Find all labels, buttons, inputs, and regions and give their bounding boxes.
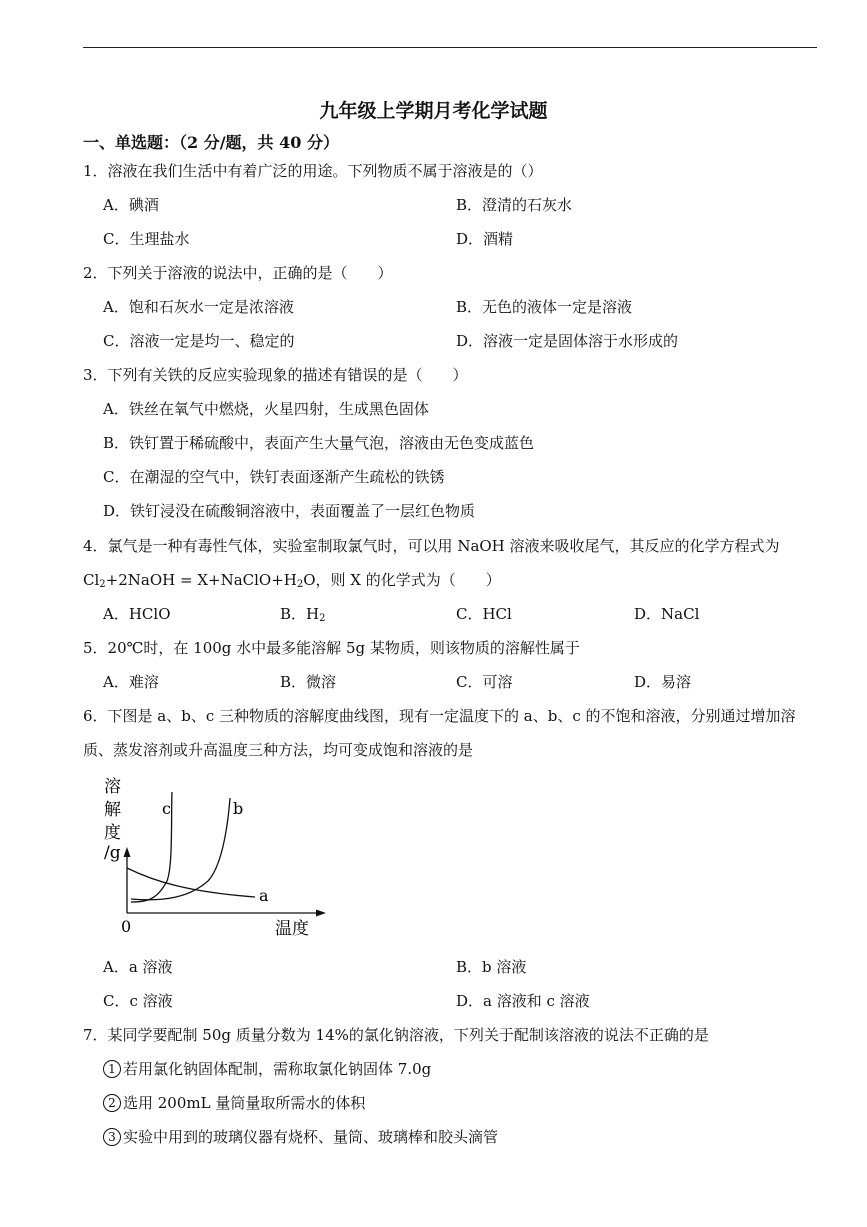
curve-a-label: a [259,886,269,905]
q6-option-c: C．c 溶液 [103,992,173,1010]
graph-xlabel: 温度 [275,919,309,939]
question-7-stem: 7．某同学要配制 50g 质量分数为 14%的氯化钠溶液，下列关于配制该溶液的说法不正确的是 [83,1026,709,1044]
eq-sub: 2 [99,579,106,590]
q3-option-c: C．在潮湿的空气中，铁钉表面逐渐产生疏松的铁锈 [103,468,445,486]
q1-option-a: A．碘酒 [103,196,159,214]
q2-option-a: A．饱和石灰水一定是浓溶液 [103,298,294,316]
q7-statement-3-text: 实验中用到的玻璃仪器有烧杯、量筒、玻璃棒和胶头滴管 [123,1128,499,1146]
graph-ylabel-4: /g [104,843,121,863]
q4-option-b-text: B．H [280,605,320,623]
graph-ylabel-1: 溶 [104,777,121,797]
q4-option-b [280,603,325,624]
q4-option-b-sub: 2 [319,613,326,624]
circled-number-1: 1 [103,1060,121,1078]
graph-origin-label: 0 [121,917,132,936]
question-6-stem-line2: 质、蒸发溶剂或升高温度三种方法，均可变成饱和溶液的是 [83,741,474,759]
q7-statement-3 [103,1126,498,1147]
q4-option-c: C．HCl [456,605,512,623]
q2-option-d: D．溶液一定是固体溶于水形成的 [456,332,679,350]
curve-b [131,798,230,900]
graph-ylabel-3: 度 [104,823,121,843]
question-4-equation [83,569,501,590]
q4-option-d: D．NaCl [634,605,700,623]
q5-option-a: A．难溶 [103,673,159,691]
q2-option-b: B．无色的液体一定是溶液 [456,298,633,316]
q1-option-b: B．澄清的石灰水 [456,196,573,214]
graph-y-arrow [124,847,131,857]
question-6-stem-line1: 6．下图是 a、b、c 三种物质的溶解度曲线图，现有一定温度下的 a、b、c 的不饱和溶液，分别通过增加溶 [83,707,796,725]
q7-statement-2 [103,1092,365,1113]
question-2-stem: 2．下列关于溶液的说法中，正确的是（ ） [83,264,393,282]
section-heading: 一、单选题：（2 分/题，共 40 分） [83,133,339,152]
q1-option-d: D．酒精 [456,230,514,248]
q3-option-a: A．铁丝在氧气中燃烧，火星四射，生成黑色固体 [103,400,429,418]
circled-number-2: 2 [103,1094,121,1112]
question-5-stem: 5．20℃时，在 100g 水中最多能溶解 5g 某物质，则该物质的溶解性属于 [83,639,580,657]
q7-statement-1-text: 若用氯化钠固体配制，需称取氯化钠固体 7.0g [123,1060,432,1078]
q5-option-c: C．可溶 [456,673,513,691]
eq-tail: O，则 X 的化学式为（ ） [303,571,501,589]
eq-mid: +2NaOH = X+NaClO+H [105,571,297,589]
q6-option-b: B．b 溶液 [456,958,527,976]
graph-ylabel-2: 解 [104,800,121,820]
circled-number-3: 3 [103,1128,121,1146]
q1-option-c: C．生理盐水 [103,230,190,248]
question-3-stem: 3．下列有关铁的反应实验现象的描述有错误的是（ ） [83,366,468,384]
q4-option-a: A．HClO [103,605,171,623]
graph-x-arrow [316,910,326,917]
curve-a [127,868,255,897]
q3-option-b: B．铁钉置于稀硫酸中，表面产生大量气泡，溶液由无色变成蓝色 [103,434,535,452]
q5-option-d: D．易溶 [634,673,692,691]
eq-sub: 2 [296,579,304,590]
q6-option-d: D．a 溶液和 c 溶液 [456,992,590,1010]
question-1-stem: 1．溶液在我们生活中有着广泛的用途。下列物质不属于溶液是的（） [83,162,543,180]
curve-b-label: b [233,799,244,818]
eq-cl: Cl [83,571,100,589]
page-title: 九年级上学期月考化学试题 [319,100,548,122]
q7-statement-2-text: 选用 200mL 量筒量取所需水的体积 [123,1094,366,1112]
q7-statement-1 [103,1058,431,1079]
solubility-curve-graph [95,770,340,945]
question-4-stem: 4．氯气是一种有毒性气体，实验室制取氯气时，可以用 NaOH 溶液来吸收尾气，其反应的化学方程式为 [83,537,780,555]
q6-option-a: A．a 溶液 [103,958,173,976]
q2-option-c: C．溶液一定是均一、稳定的 [103,332,295,350]
q3-option-d: D．铁钉浸没在硫酸铜溶液中，表面覆盖了一层红色物质 [103,502,476,520]
header-rule [83,47,817,48]
curve-c-label: c [162,799,171,818]
q5-option-b: B．微溶 [280,673,337,691]
